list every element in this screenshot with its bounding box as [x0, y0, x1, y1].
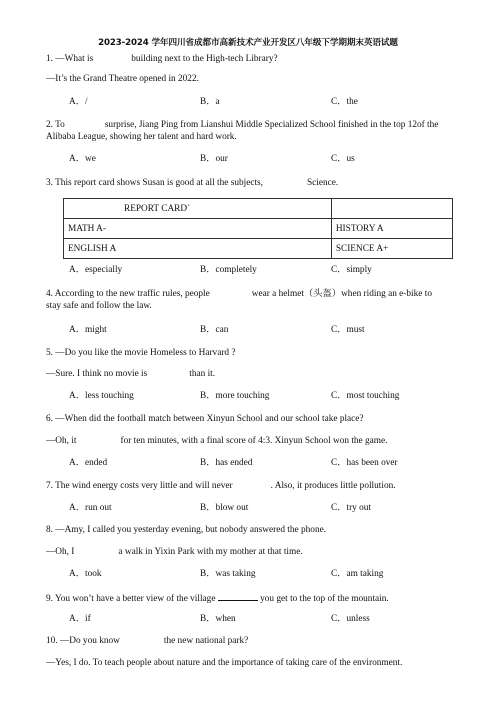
option-b[interactable]: B．can [200, 325, 229, 335]
option-b[interactable]: B．has ended [200, 458, 253, 468]
option-b[interactable]: B．blow out [200, 503, 249, 513]
question-6-stem: 6. —When did the football match between Xinyun School and our school take place? [46, 414, 364, 424]
question-8-answer: —Oh, I a walk in Yixin Park with my mother at that time. [46, 547, 303, 557]
option-c[interactable]: C．the [331, 97, 358, 107]
question-10-answer: —Yes, I do. To teach people about nature and the importance of taking care of the environment. [46, 658, 403, 668]
option-c[interactable]: C．most touching [331, 391, 400, 401]
option-c[interactable]: C．has been over [331, 458, 398, 468]
option-b[interactable]: B．completely [200, 265, 257, 275]
report-card-header: REPORT CARD` [64, 199, 332, 219]
option-a[interactable]: A．we [69, 154, 96, 164]
question-2-stem: 2. To surprise, Jiang Ping from Lianshui Middle Specialized School finished in the top 12of the Alibaba League, showing her talent and hard work. [46, 120, 439, 142]
option-a[interactable]: A．if [69, 614, 91, 624]
report-card-cell: HISTORY A [331, 219, 452, 239]
report-card-cell: ENGLISH A [64, 239, 332, 259]
report-card-cell: SCIENCE A+ [331, 239, 452, 259]
report-card-cell: MATH A- [64, 219, 332, 239]
option-a[interactable]: A．run out [69, 503, 112, 513]
option-c[interactable]: C．unless [331, 614, 370, 624]
option-b[interactable]: B．a [200, 97, 220, 107]
option-a[interactable]: A．ended [69, 458, 108, 468]
option-a[interactable]: A．/ [69, 97, 88, 107]
option-c[interactable]: C．must [331, 325, 365, 335]
option-b[interactable]: B．our [200, 154, 228, 164]
report-card-table [63, 198, 453, 259]
question-7-stem: 7. The wind energy costs very little and will never . Also, it produces little pollution. [46, 481, 396, 491]
option-b[interactable]: B．when [200, 614, 236, 624]
question-3-stem: 3. This report card shows Susan is good at all the subjects, Science. [46, 178, 339, 188]
question-5-answer: —Sure. I think no movie is than it. [46, 369, 216, 379]
option-c[interactable]: C．simply [331, 265, 372, 275]
question-1-stem: 1. —What is building next to the High-tech Library? [46, 54, 278, 64]
page-title: 2023-2024 学年四川省成都市高新技术产业开发区八年级下学期期末英语试题 [98, 38, 398, 48]
question-8-stem: 8. —Amy, I called you yesterday evening, but nobody answered the phone. [46, 525, 327, 535]
option-a[interactable]: A．especially [69, 265, 123, 275]
answer-blank [218, 591, 258, 601]
option-b[interactable]: B．more touching [200, 391, 270, 401]
question-9-stem: 9. You won’t have a better view of the village you get to the top of the mountain. [46, 591, 389, 605]
option-c[interactable]: C．try out [331, 503, 372, 513]
question-1-answer: —It’s the Grand Theatre opened in 2022. [46, 74, 199, 84]
question-5-stem: 5. —Do you like the movie Homeless to Harvard ? [46, 348, 236, 358]
question-4-stem: 4. According to the new traffic rules, people wear a helmet（头盔）when riding an e-bike to stay safe and follow the law. [46, 289, 432, 311]
option-a[interactable]: A．might [69, 325, 107, 335]
option-c[interactable]: C．us [331, 154, 355, 164]
option-a[interactable]: A．less touching [69, 391, 134, 401]
option-c[interactable]: C．am taking [331, 569, 384, 579]
option-a[interactable]: A．took [69, 569, 102, 579]
option-b[interactable]: B．was taking [200, 569, 256, 579]
question-6-answer: —Oh, it for ten minutes, with a final score of 4:3. Xinyun School won the game. [46, 436, 388, 446]
question-10-stem: 10. —Do you know the new national park? [46, 636, 249, 646]
